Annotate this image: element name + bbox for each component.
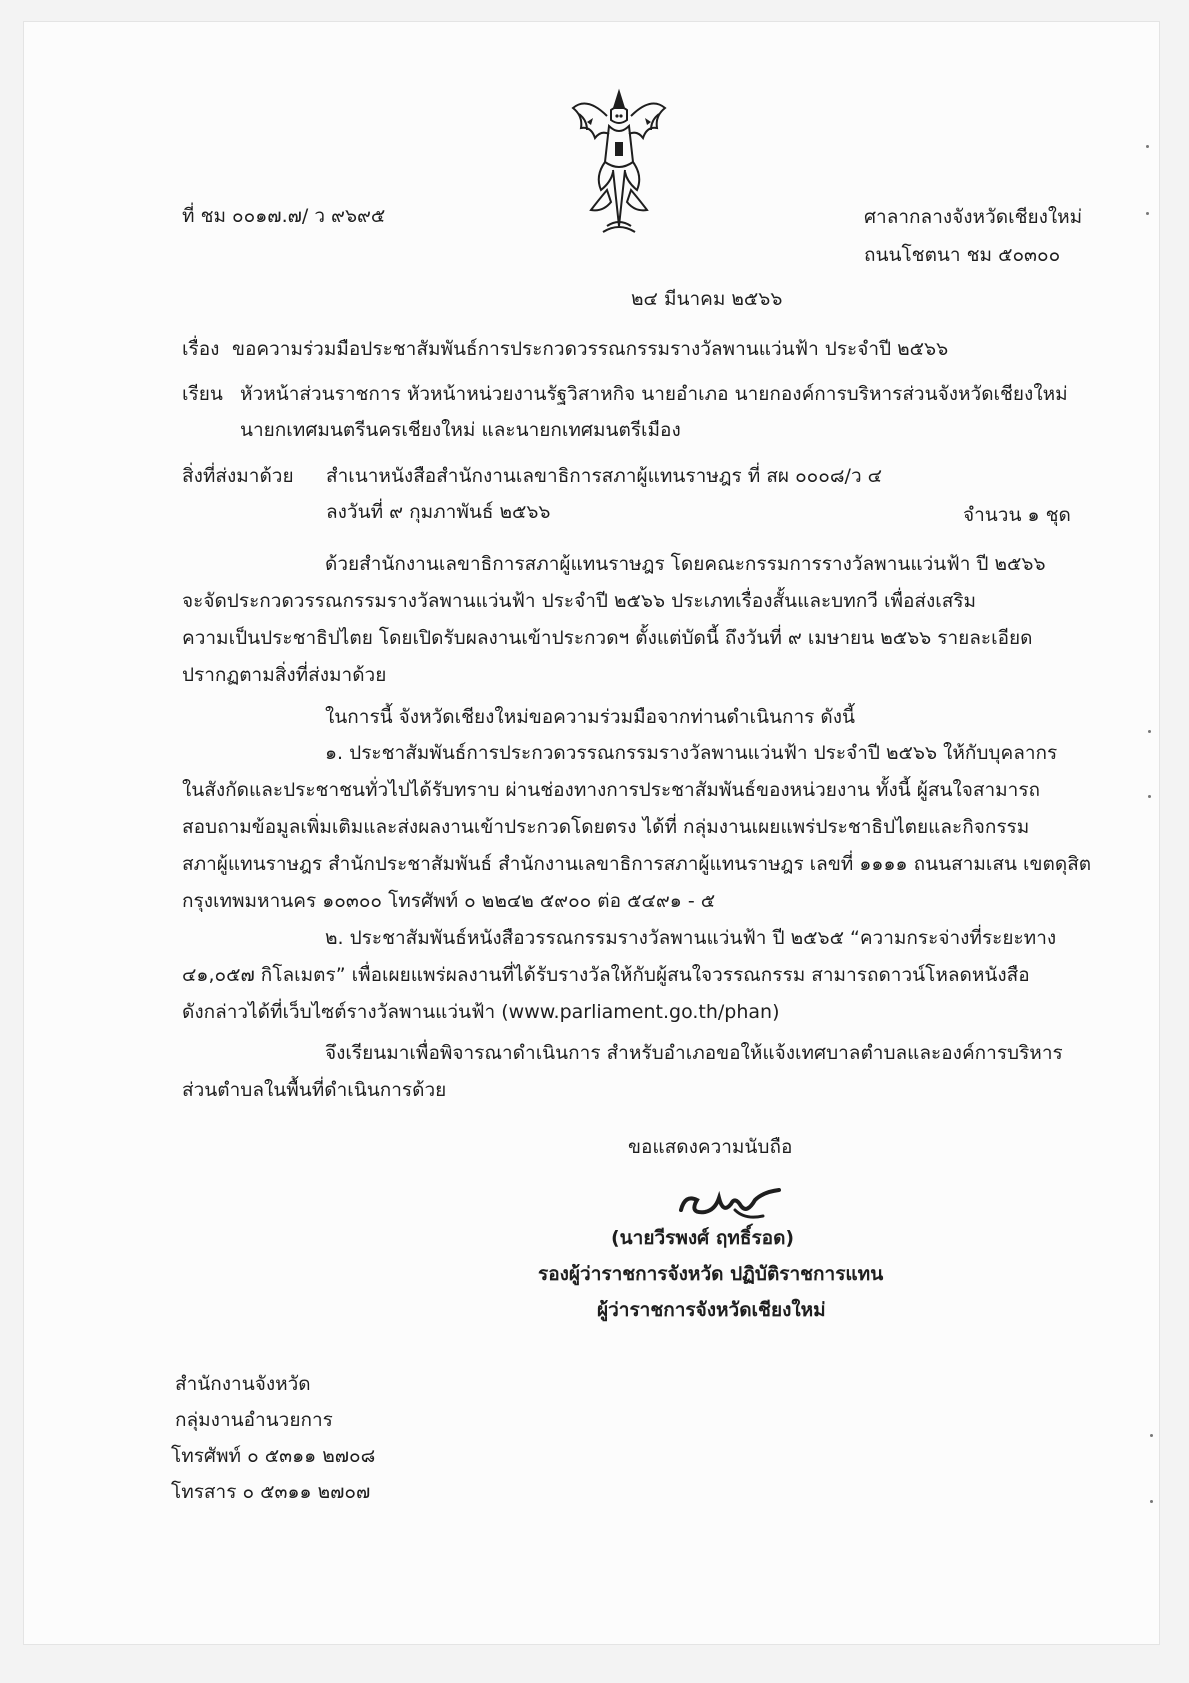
office-address: ถนนโชตนา ชม ๕๐๓๐๐ xyxy=(864,244,1061,266)
paragraph-line: ๒. ประชาสัมพันธ์หนังสือวรรณกรรมรางวัลพานแว่นฟ้า ปี ๒๕๖๕ “ความกระจ่างที่ระยะทาง xyxy=(325,927,1057,949)
subject-label: เรื่อง xyxy=(182,338,220,360)
paragraph-line: ด้วยสำนักงานเลขาธิการสภาผู้แทนราษฎร โดยคณะกรรมการรางวัลพานแว่นฟ้า ปี ๒๕๖๖ xyxy=(325,553,1046,575)
paragraph-line: ความเป็นประชาธิปไตย โดยเปิดรับผลงานเข้าประกวดฯ ตั้งแต่บัดนี้ ถึงวันที่ ๙ เมษายน ๒๕๖๖ รายละเอียด xyxy=(182,627,1033,649)
signatory-name: (นายวีรพงศ์ ฤทธิ์รอด) xyxy=(611,1227,795,1249)
footer-division: กลุ่มงานอำนวยการ xyxy=(175,1409,333,1431)
paragraph-line: สอบถามข้อมูลเพิ่มเติมและส่งผลงานเข้าประกวดโดยตรง ได้ที่ กลุ่มงานเผยแพร่ประชาธิปไตยและกิจกรรม xyxy=(182,816,1030,838)
paragraph-line: ปรากฏตามสิ่งที่ส่งมาด้วย xyxy=(182,664,387,686)
recipient-label: เรียน xyxy=(182,383,223,405)
signatory-position-1: รองผู้ว่าราชการจังหวัด ปฏิบัติราชการแทน xyxy=(538,1263,884,1285)
footer-phone: โทรศัพท์ ๐ ๕๓๑๑ ๒๗๐๘ xyxy=(171,1445,376,1467)
paragraph-line: จึงเรียนมาเพื่อพิจารณาดำเนินการ สำหรับอำเภอขอให้แจ้งเทศบาลตำบลและองค์การบริหาร xyxy=(325,1042,1063,1064)
paragraph-line: กรุงเทพมหานคร ๑๐๓๐๐ โทรศัพท์ ๐ ๒๒๔๒ ๕๙๐๐ ต่อ ๕๔๙๑ - ๕ xyxy=(182,890,716,912)
salutation: ขอแสดงความนับถือ xyxy=(628,1136,793,1158)
enclosure-label: สิ่งที่ส่งมาด้วย xyxy=(182,465,294,487)
recipient-line-2: นายกเทศมนตรีนครเชียงใหม่ และนายกเทศมนตรีเมือง xyxy=(240,419,681,441)
request-intro: ในการนี้ จังหวัดเชียงใหม่ขอความร่วมมือจากท่านดำเนินการ ดังนี้ xyxy=(325,706,856,728)
paragraph-line: ๑. ประชาสัมพันธ์การประกวดวรรณกรรมรางวัลพานแว่นฟ้า ประจำปี ๒๕๖๖ ให้กับบุคลากร xyxy=(325,742,1058,764)
subject-text: ขอความร่วมมือประชาสัมพันธ์การประกวดวรรณกรรมรางวัลพานแว่นฟ้า ประจำปี ๒๕๖๖ xyxy=(232,338,949,360)
enclosure-line-1: สำเนาหนังสือสำนักงานเลขาธิการสภาผู้แทนราษฎร ที่ สผ ๐๐๐๘/ว ๔ xyxy=(326,465,883,487)
signatory-position-2: ผู้ว่าราชการจังหวัดเชียงใหม่ xyxy=(597,1299,826,1321)
paragraph-line: ๔๑,๐๕๗ กิโลเมตร” เพื่อเผยแพร่ผลงานที่ได้รับรางวัลให้กับผู้สนใจวรรณกรรม สามารถดาวน์โหลดหนังสือ xyxy=(182,964,1030,986)
garuda-emblem-icon xyxy=(567,86,671,236)
request-item-1 xyxy=(182,735,1092,920)
paragraph-line: ดังกล่าวได้ที่เว็บไซต์รางวัลพานแว่นฟ้า (www.parliament.go.th/phan) xyxy=(182,1001,780,1023)
scan-speck xyxy=(1150,1434,1153,1437)
closing-paragraph xyxy=(182,1035,1082,1109)
paragraph-line: ในสังกัดและประชาชนทั่วไปได้รับทราบ ผ่านช่องทางการประชาสัมพันธ์ของหน่วยงาน ทั้งนี้ ผู้สนใจสามารถ xyxy=(182,779,1041,801)
footer-department: สำนักงานจังหวัด xyxy=(175,1373,311,1395)
paragraph-line: ส่วนตำบลในพื้นที่ดำเนินการด้วย xyxy=(182,1079,447,1101)
recipient-line-1: หัวหน้าส่วนราชการ หัวหน้าหน่วยงานรัฐวิสาหกิจ นายอำเภอ นายกองค์การบริหารส่วนจังหวัดเชียงใหม่ xyxy=(240,383,1068,405)
footer-fax: โทรสาร ๐ ๕๓๑๑ ๒๗๐๗ xyxy=(171,1481,371,1503)
request-item-2 xyxy=(182,920,1082,1031)
enclosure-quantity: จำนวน ๑ ชุด xyxy=(963,504,1071,526)
reference-number: ที่ ชม ๐๐๑๗.๗/ ว ๙๖๙๕ xyxy=(182,205,386,227)
scan-speck xyxy=(1148,730,1151,733)
scan-speck xyxy=(1148,795,1151,798)
paragraph-line: สภาผู้แทนราษฎร สำนักประชาสัมพันธ์ สำนักงานเลขาธิการสภาผู้แทนราษฎร เลขที่ ๑๑๑๑ ถนนสามเสน เขตดุสิต xyxy=(182,853,1092,875)
enclosure-line-2: ลงวันที่ ๙ กุมภาพันธ์ ๒๕๖๖ xyxy=(326,501,551,523)
signature-icon xyxy=(675,1180,785,1224)
paragraph-line: จะจัดประกวดวรรณกรรมรางวัลพานแว่นฟ้า ประจำปี ๒๕๖๖ ประเภทเรื่องสั้นและบทกวี เพื่อส่งเสริม xyxy=(182,590,977,612)
letter-date: ๒๔ มีนาคม ๒๕๖๖ xyxy=(631,288,783,310)
office-name: ศาลากลางจังหวัดเชียงใหม่ xyxy=(864,206,1083,228)
scan-speck xyxy=(1146,212,1149,215)
scan-speck xyxy=(1146,145,1149,148)
scan-speck xyxy=(1150,1500,1153,1503)
body-paragraph-1 xyxy=(182,546,1082,694)
